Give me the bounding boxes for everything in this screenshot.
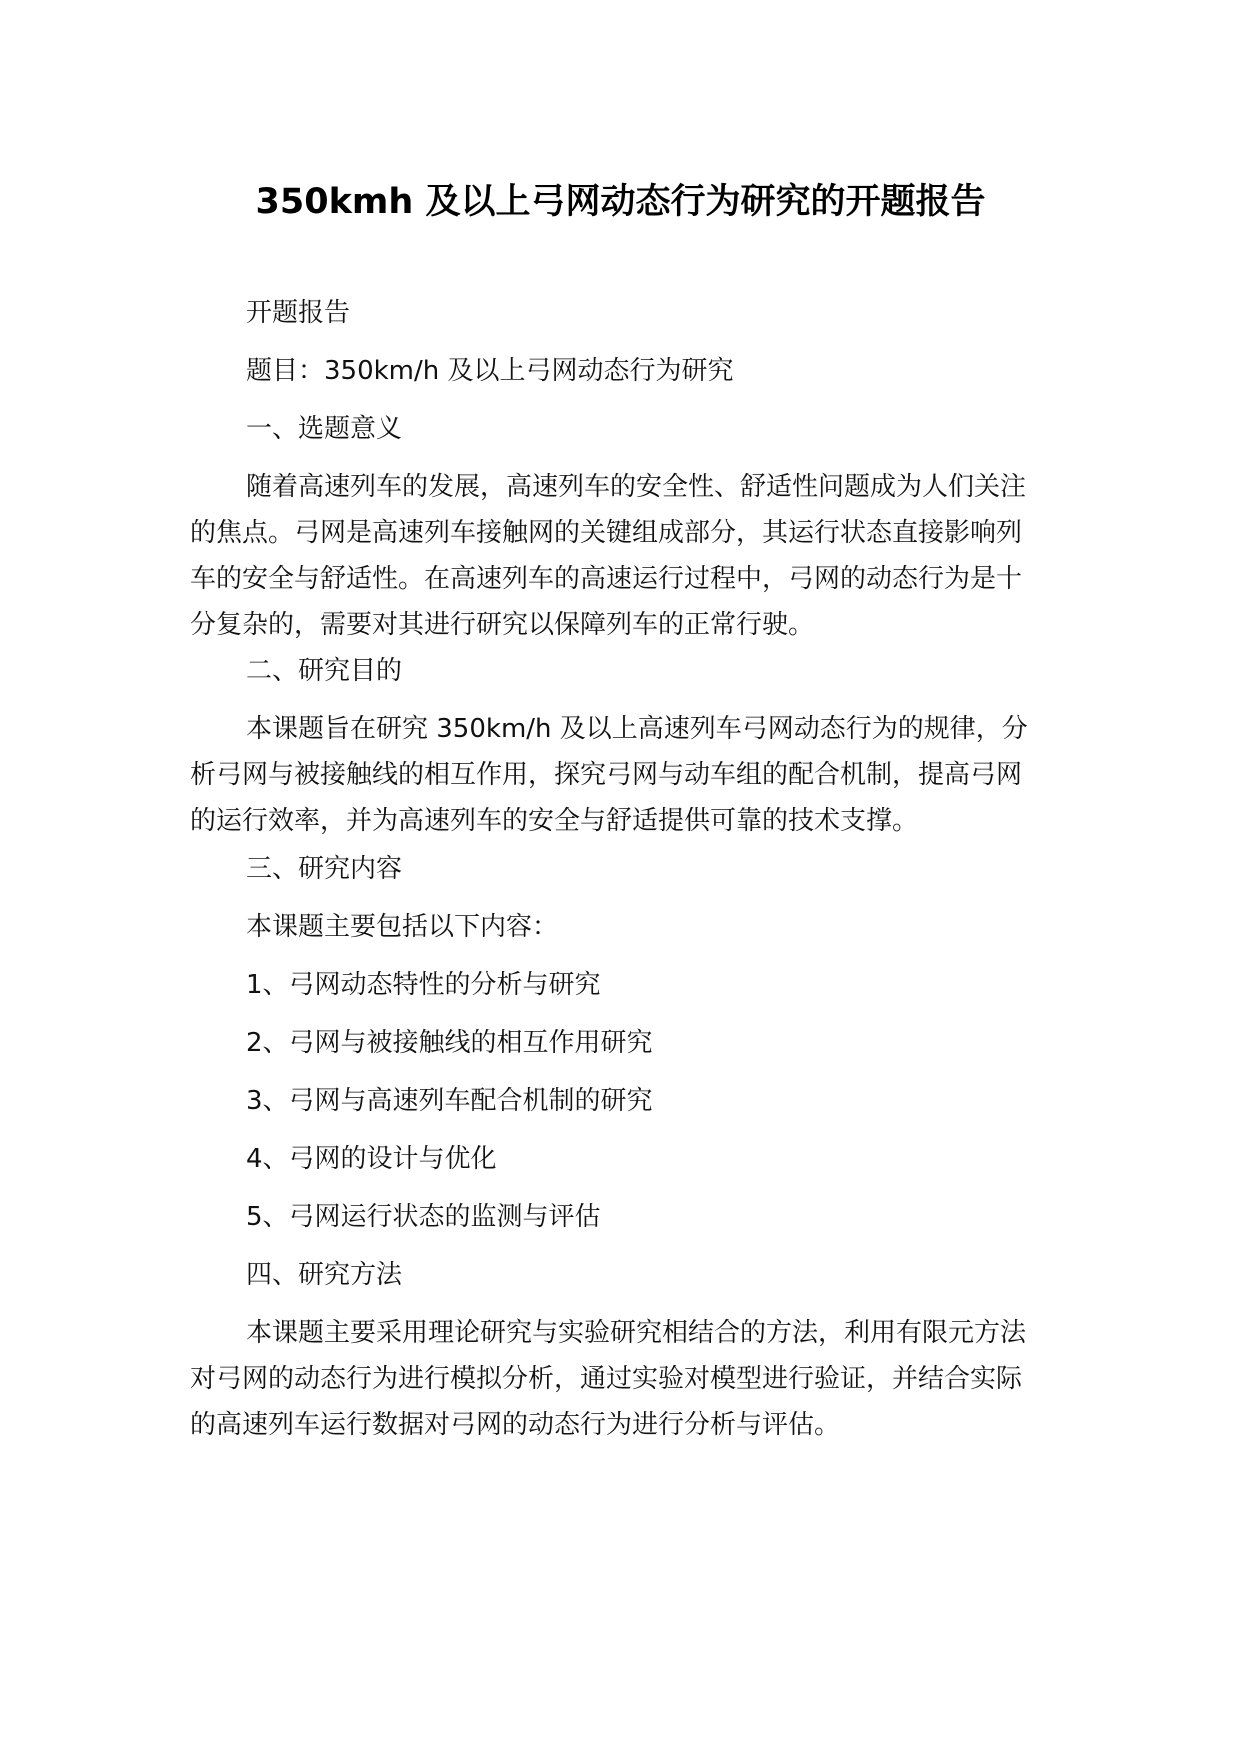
- list-item: 1、弓网动态特性的分析与研究: [246, 970, 601, 1000]
- section-heading-significance: 一、选题意义: [246, 414, 403, 444]
- section-paragraph-method: 本课题主要采用理论研究与实验研究相结合的方法，利用有限元方法对弓网的动态行为进行模拟分析，通过实验对模型进行验证，并结合实际的高速列车运行数据对弓网的动态行为进行分析与评估。: [190, 1318, 1027, 1440]
- list-item: 2、弓网与被接触线的相互作用研究: [246, 1028, 653, 1058]
- report-label: 开题报告: [246, 298, 351, 328]
- document-title: 350kmh 及以上弓网动态行为研究的开题报告: [255, 182, 986, 222]
- section-heading-method: 四、研究方法: [246, 1260, 403, 1290]
- list-item: 3、弓网与高速列车配合机制的研究: [246, 1086, 653, 1116]
- section-heading-content: 三、研究内容: [246, 854, 403, 884]
- section-intro-content: 本课题主要包括以下内容：: [246, 912, 559, 942]
- section-paragraph-significance: 随着高速列车的发展，高速列车的安全性、舒适性问题成为人们关注的焦点。弓网是高速列车接触网的关键组成部分，其运行状态直接影响列车的安全与舒适性。在高速列车的高速运行过程中，弓网的动态行为是十分复杂的，需要对其进行研究以保障列车的正常行驶。: [190, 472, 1027, 640]
- section-heading-purpose: 二、研究目的: [246, 656, 403, 686]
- section-paragraph-purpose: 本课题旨在研究 350km/h 及以上高速列车弓网动态行为的规律，分析弓网与被接触线的相互作用，探究弓网与动车组的配合机制，提高弓网的运行效率，并为高速列车的安全与舒适提供可靠的技术支撑。: [190, 714, 1028, 836]
- report-topic: 题目：350km/h 及以上弓网动态行为研究: [246, 356, 734, 386]
- list-item: 5、弓网运行状态的监测与评估: [246, 1202, 601, 1232]
- list-item: 4、弓网的设计与优化: [246, 1144, 497, 1174]
